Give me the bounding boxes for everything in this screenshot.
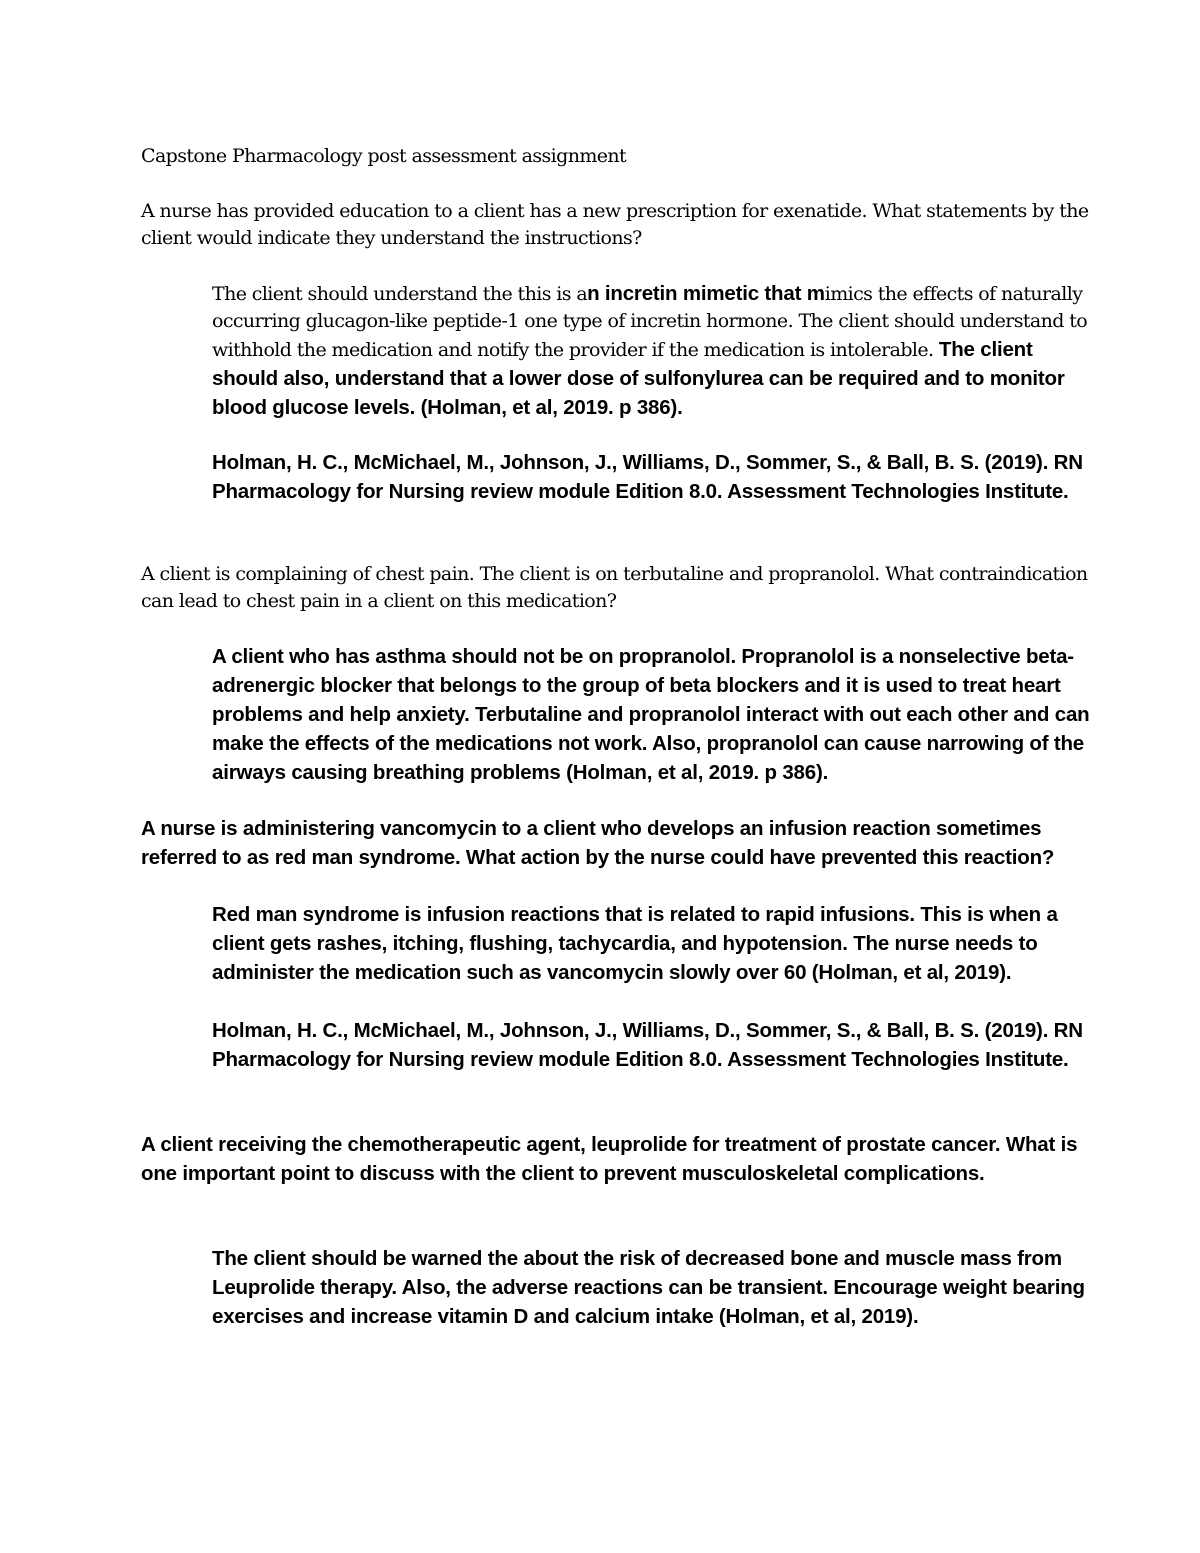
reference-1: Holman, H. C., McMichael, M., Johnson, J., Williams, D., Sommer, S., & Ball, B. S. (2019). RN Pharmacology for Nursing review module Edition 8.0. Assessment Technologies Institute. [212, 451, 1083, 503]
answer-1-text-a: The client should understand the this is a [212, 283, 588, 305]
question-3: A nurse is administering vancomycin to a client who develops an infusion reaction sometimes referred to as red man syndrome. What action by the nurse could have prevented this reaction? [141, 817, 1055, 869]
answer-4: The client should be warned the about the risk of decreased bone and muscle mass from Leuprolide therapy. Also, the adverse reactions can be transient. Encourage weight bearing exercises and increase vitamin D and calcium intake (Holman, et al, 2019). [212, 1247, 1085, 1328]
answer-1-bold-conclusion: The client should also, understand that a lower dose of sulfonylurea can be required and to monitor blood glucose levels. (Holman, et al, 2019. p 386). [212, 338, 1065, 419]
answer-1-text-b: imics the effects of naturally occurring glucagon-like peptide-1 one type of incretin hormone. The client should understand to withhold the medication and notify the provider if the medication is intolerable. [212, 283, 1088, 361]
answer-1-bold-term: n incretin mimetic that m [587, 282, 825, 305]
question-1: A nurse has provided education to a client has a new prescription for exenatide. What statements by the client would indicate they understand the instructions? [141, 200, 1089, 249]
answer-2: A client who has asthma should not be on propranolol. Propranolol is a nonselective beta-adrenergic blocker that belongs to the group of beta blockers and it is used to treat heart problems and help anxiety. Terbutaline and propranolol interact with out each other and can make the effects of the medications not work. Also, propranolol can cause narrowing of the airways causing breathing problems (Holman, et al, 2019. p 386). [212, 645, 1090, 784]
document-title: Capstone Pharmacology post assessment assignment [141, 145, 627, 167]
answer-1 [212, 279, 1092, 422]
reference-3: Holman, H. C., McMichael, M., Johnson, J., Williams, D., Sommer, S., & Ball, B. S. (2019). RN Pharmacology for Nursing review module Edition 8.0. Assessment Technologies Institute. [212, 1019, 1083, 1071]
answer-3: Red man syndrome is infusion reactions that is related to rapid infusions. This is when a client gets rashes, itching, flushing, tachycardia, and hypotension. The nurse needs to administer the medication such as vancomycin slowly over 60 (Holman, et al, 2019). [212, 903, 1058, 984]
question-2: A client is complaining of chest pain. The client is on terbutaline and propranolol. What contraindication can lead to chest pain in a client on this medication? [141, 563, 1088, 612]
question-4: A client receiving the chemotherapeutic agent, leuprolide for treatment of prostate cancer. What is one important point to discuss with the client to prevent musculoskeletal complications. [141, 1133, 1078, 1185]
